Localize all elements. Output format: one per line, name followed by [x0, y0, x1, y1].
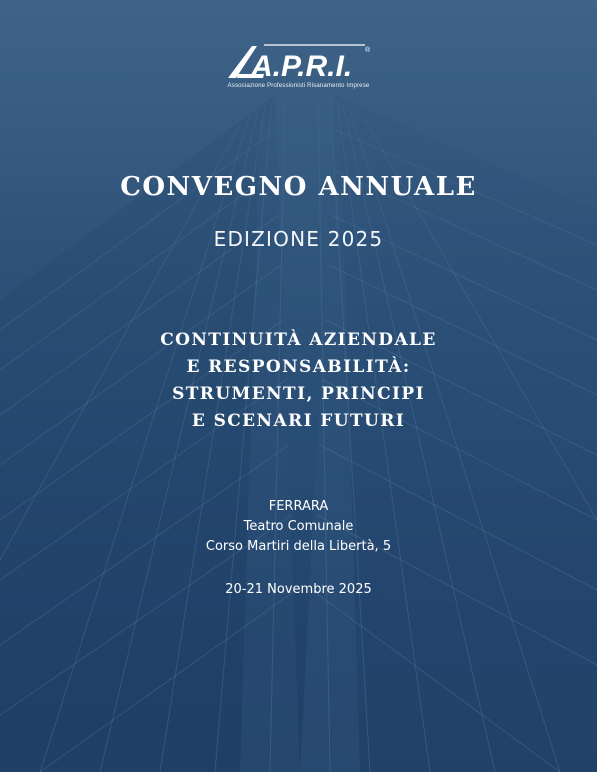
venue-address: Corso Martiri della Libertà, 5 — [205, 539, 392, 554]
event-date: 20-21 Novembre 2025 — [225, 582, 372, 597]
subtitle-line: STRUMENTI, PRINCIPI — [172, 384, 425, 404]
event-title: CONVEGNO ANNUALE — [120, 172, 477, 202]
event-subtitle — [0, 327, 597, 435]
subtitle-line: CONTINUITÀ AZIENDALE — [160, 330, 437, 350]
event-edition: EDIZIONE 2025 — [213, 227, 384, 251]
registered-mark: ® — [364, 47, 370, 54]
apri-logo — [0, 40, 597, 89]
venue-name: Teatro Comunale — [243, 519, 354, 534]
logo-tagline: Associazione Professionisti Risanamento Imprese — [227, 82, 370, 89]
venue-block — [0, 497, 597, 557]
apri-logo-mark — [224, 40, 374, 82]
subtitle-line: E RESPONSABILITÀ: — [186, 357, 411, 377]
logo-wordmark: A.P.R.I. — [250, 50, 352, 82]
venue-city: FERRARA — [268, 499, 329, 514]
subtitle-line: E SCENARI FUTURI — [191, 411, 406, 431]
